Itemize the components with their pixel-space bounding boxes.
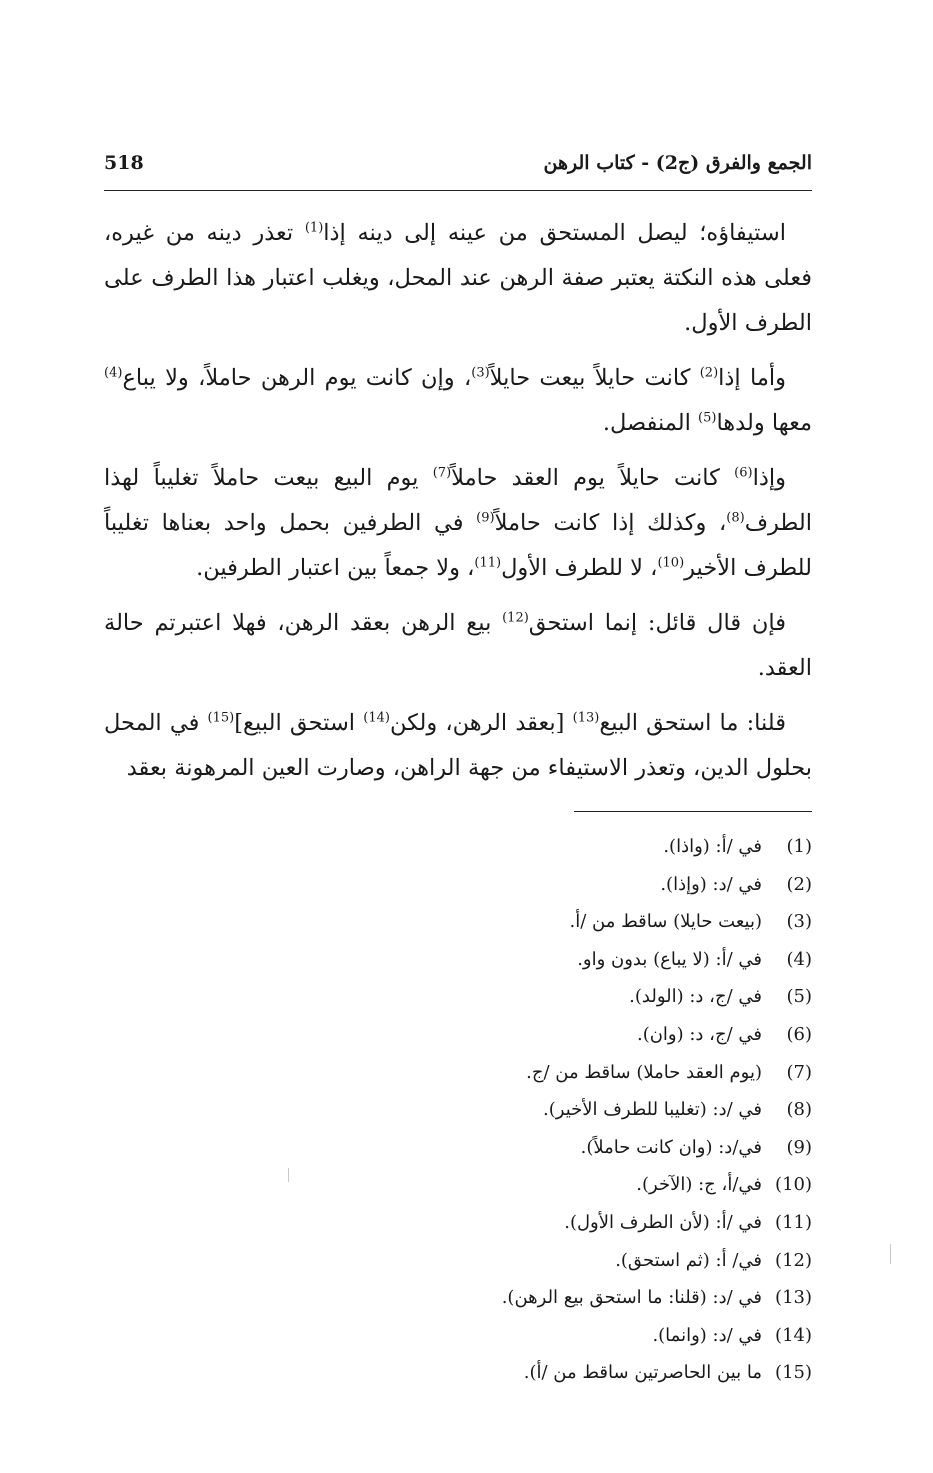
footnote-number: (15) — [775, 1362, 812, 1384]
footnote-reference: (4) — [104, 365, 123, 381]
main-text — [104, 211, 812, 791]
footnote-text: في /د: (تغليبا للطرف الأخير). — [543, 1099, 762, 1121]
page-number: 518 — [104, 152, 144, 174]
running-title: الجمع والفرق (ج2) - كتاب الرهن — [543, 152, 812, 174]
paragraph-text: فإن قال قائل: إنما استحق — [528, 610, 786, 636]
paragraph-text: ، وكذلك إذا كانت حاملاً — [494, 510, 727, 536]
footnote-text: في/أ، ج: (الآخر). — [636, 1174, 762, 1196]
paragraph-text: وأما إذا — [718, 365, 786, 391]
footnote-text: في /أ: (لا يباع) بدون واو. — [577, 948, 762, 970]
footnote — [104, 978, 812, 1016]
footnote-text: في/ أ: (ثم استحق). — [615, 1249, 762, 1271]
footnote-reference: (12) — [502, 610, 529, 626]
paragraph-text: استحق البيع] — [234, 710, 364, 736]
footnote-text: (بيعت حايلا) ساقط من /أ. — [569, 911, 762, 933]
footnote-text: في /د: (قلنا: ما استحق بيع الرهن). — [501, 1287, 762, 1309]
paragraph — [104, 456, 812, 591]
scan-mark — [890, 1244, 891, 1264]
footnote-text: ما بين الحاصرتين ساقط من /أ). — [523, 1362, 762, 1384]
book-page — [104, 152, 812, 1392]
paragraph — [104, 211, 812, 346]
paragraph-text: في الطرفين بحمل واحد بعناها تغليباً للطرف الأخير — [104, 510, 812, 581]
footnote-reference: (10) — [657, 555, 685, 571]
footnote — [104, 1091, 812, 1129]
footnote-number: (2) — [786, 873, 812, 895]
footnote — [104, 1242, 812, 1280]
footnote-number: (9) — [786, 1136, 812, 1158]
footnote-separator — [574, 811, 812, 812]
footnote — [104, 1166, 812, 1204]
paragraph — [104, 601, 812, 691]
paragraph-text: كانت حايلاً يوم العقد حاملاً — [451, 465, 735, 491]
footnotes-list — [104, 828, 812, 1392]
footnote-text: في /ج، د: (وان). — [636, 1023, 762, 1045]
footnote-number: (1) — [786, 836, 812, 857]
paragraph — [104, 701, 812, 791]
footnote — [104, 1317, 812, 1355]
footnote-number: (4) — [786, 948, 812, 970]
footnote-text: في /أ: (لأن الطرف الأول). — [564, 1211, 762, 1233]
footnote-reference: (7) — [432, 465, 452, 481]
footnote-number: (13) — [775, 1287, 812, 1309]
footnote-reference: (13) — [572, 710, 600, 726]
paragraph-text: في المحل بحلول الدين، وتعذر الاستيفاء من جهة الراهن، وصارت العين المرهونة بعقد — [104, 710, 812, 781]
footnote-number: (12) — [775, 1249, 812, 1271]
footnote-number: (11) — [775, 1211, 812, 1233]
paragraph-text: تعذر دينه من غيره، فعلى هذه النكتة يعتبر صفة الرهن عند المحل، ويغلب اعتبار هذا الطرف على الطرف الأول. — [104, 220, 812, 336]
footnote-text: في /د: (وإذا). — [660, 873, 762, 895]
footnote-reference: (11) — [474, 555, 502, 571]
paragraph-text: ، وإن كانت يوم الرهن حاملاً، ولا يباع — [122, 365, 472, 391]
paragraph-text: وإذا — [752, 465, 786, 491]
footnote-reference: (3) — [471, 365, 490, 381]
header-rule — [104, 190, 812, 191]
footnote-reference: (14) — [363, 710, 390, 726]
footnote-reference: (2) — [699, 365, 719, 381]
footnote-text: في /د: (وانما). — [652, 1324, 762, 1346]
scan-mark — [288, 1168, 289, 1182]
footnote-number: (5) — [786, 986, 812, 1008]
footnote-reference: (15) — [207, 710, 235, 726]
paragraph-text: [بعقد الرهن، ولكن — [389, 710, 573, 736]
paragraph-text: المنفصل. — [602, 410, 699, 436]
paragraph-text: بيع الرهن بعقد الرهن، فهلا اعتبرتم حالة العقد. — [104, 610, 812, 681]
footnote — [104, 866, 812, 904]
footnote — [104, 1279, 812, 1317]
footnote-text: في /أ: (واذا). — [663, 836, 762, 857]
page-header — [104, 152, 812, 186]
footnote-reference: (9) — [476, 510, 495, 526]
paragraph-text: استيفاؤه؛ ليصل المستحق من عينه إلى دينه إذا — [323, 220, 786, 246]
footnote — [104, 828, 812, 866]
footnote-number: (10) — [775, 1174, 812, 1196]
paragraph-text: معها ولدها — [716, 410, 812, 436]
paragraph-text: ، ولا جمعاً بين اعتبار الطرفين. — [196, 555, 475, 581]
footnote-number: (6) — [786, 1023, 812, 1045]
paragraph-text: كانت حايلاً بيعت حايلاً — [489, 365, 700, 391]
footnote — [104, 1129, 812, 1167]
footnote-number: (3) — [786, 911, 812, 933]
footnote-reference: (6) — [734, 465, 753, 481]
paragraph-text: قلنا: ما استحق البيع — [599, 710, 787, 736]
paragraph — [104, 356, 812, 446]
footnote-number: (8) — [786, 1099, 812, 1121]
footnote — [104, 1016, 812, 1054]
footnote-number: (14) — [775, 1324, 812, 1346]
footnote-text: (يوم العقد حاملا) ساقط من /ج. — [526, 1061, 762, 1083]
footnote-text: في/د: (وان كانت حاملاً). — [580, 1136, 762, 1158]
footnote — [104, 903, 812, 941]
footnote-text: في /ج، د: (الولد). — [629, 986, 762, 1008]
footnote-reference: (1) — [304, 220, 324, 236]
footnote-reference: (5) — [698, 410, 717, 426]
footnote — [104, 941, 812, 979]
footnote-reference: (8) — [726, 510, 745, 526]
footnote — [104, 1354, 812, 1392]
footnote — [104, 1054, 812, 1092]
paragraph-text: ، لا للطرف الأول — [501, 555, 658, 581]
footnote-number: (7) — [786, 1061, 812, 1083]
footnote — [104, 1204, 812, 1242]
paragraph-text: يوم البيع بيعت حاملاً تغليباً لهذا الطرف — [104, 465, 812, 536]
